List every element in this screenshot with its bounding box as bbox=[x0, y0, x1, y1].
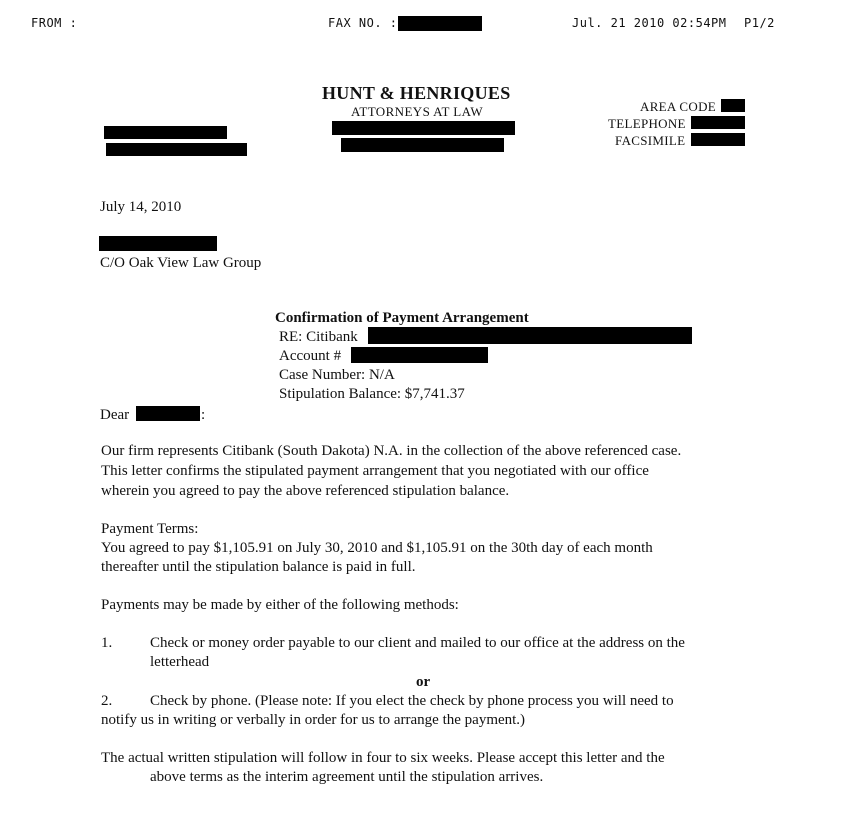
or-separator: or bbox=[416, 674, 431, 690]
salutation-colon: : bbox=[201, 407, 206, 423]
paragraph-1-line-2: This letter confirms the stipulated payment arrangement that you negotiated with our office bbox=[101, 463, 649, 479]
subject-account: Account # bbox=[279, 348, 342, 364]
paragraph-1-line-3: wherein you agreed to pay the above referenced stipulation balance. bbox=[101, 483, 510, 499]
redaction-account-number bbox=[351, 347, 488, 363]
redaction-firm-address-line1 bbox=[332, 121, 515, 135]
fax-from-label: FROM : bbox=[31, 16, 78, 30]
redaction-left-address-line1 bbox=[104, 126, 227, 139]
payment-terms-heading: Payment Terms: bbox=[101, 521, 199, 537]
method-2-line-1: Check by phone. (Please note: If you elect the check by phone process you will need to bbox=[150, 693, 674, 709]
fax-page-number: P1/2 bbox=[744, 16, 775, 30]
closing-line-1: The actual written stipulation will follow in four to six weeks. Please accept this letter and the bbox=[101, 750, 665, 766]
payment-methods-intro: Payments may be made by either of the following methods: bbox=[101, 597, 459, 613]
redaction-salutation-name bbox=[136, 406, 200, 421]
redaction-area-code bbox=[721, 99, 745, 112]
salutation: Dear bbox=[100, 407, 130, 423]
subject-re: RE: Citibank bbox=[279, 329, 358, 345]
redaction-re-detail bbox=[368, 327, 692, 344]
subject-case-number: Case Number: N/A bbox=[279, 367, 395, 383]
area-code-label: AREA CODE bbox=[640, 99, 717, 114]
facsimile-label: FACSIMILE bbox=[615, 133, 686, 148]
firm-subtitle: ATTORNEYS AT LAW bbox=[351, 104, 483, 119]
method-2-number: 2. bbox=[101, 693, 113, 709]
method-1-number: 1. bbox=[101, 635, 113, 651]
fax-number-label: FAX NO. : bbox=[328, 16, 398, 30]
telephone-label: TELEPHONE bbox=[608, 116, 686, 131]
redaction-facsimile bbox=[691, 133, 745, 146]
paragraph-1-line-1: Our firm represents Citibank (South Dakota) N.A. in the collection of the above referenced case. bbox=[101, 443, 682, 459]
subject-title: Confirmation of Payment Arrangement bbox=[275, 310, 529, 326]
payment-terms-line-2: thereafter until the stipulation balance is paid in full. bbox=[101, 559, 416, 575]
redaction-recipient-name bbox=[99, 236, 217, 251]
redaction-left-address-line2 bbox=[106, 143, 247, 156]
method-2-line-2: notify us in writing or verbally in order for us to arrange the payment.) bbox=[101, 712, 526, 728]
redaction-fax-number bbox=[398, 16, 482, 31]
method-1-line-2: letterhead bbox=[150, 654, 210, 670]
letter-date: July 14, 2010 bbox=[100, 199, 182, 215]
closing-line-2: above terms as the interim agreement until the stipulation arrives. bbox=[150, 769, 544, 785]
payment-terms-line-1: You agreed to pay $1,105.91 on July 30, 2010 and $1,105.91 on the 30th day of each month bbox=[101, 540, 653, 556]
redaction-firm-address-line2 bbox=[341, 138, 504, 152]
subject-stipulation-balance: Stipulation Balance: $7,741.37 bbox=[279, 386, 465, 402]
firm-name: HUNT & HENRIQUES bbox=[322, 83, 511, 103]
recipient-care-of: C/O Oak View Law Group bbox=[100, 255, 262, 271]
method-1-line-1: Check or money order payable to our client and mailed to our office at the address on the bbox=[150, 635, 685, 651]
redaction-telephone bbox=[691, 116, 745, 129]
fax-datetime: Jul. 21 2010 02:54PM bbox=[572, 16, 727, 30]
